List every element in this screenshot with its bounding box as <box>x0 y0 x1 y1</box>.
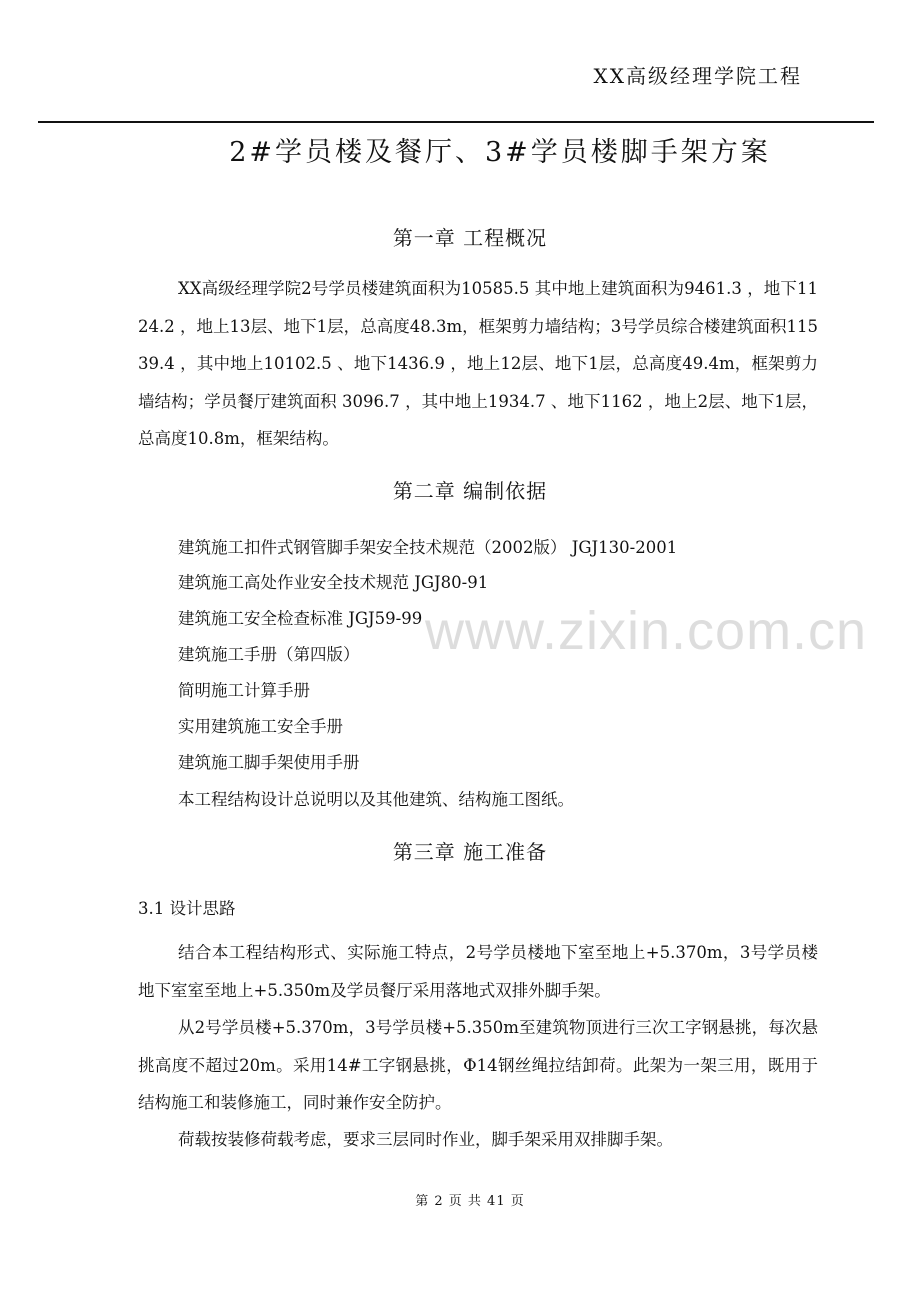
reference-item: 建筑施工扣件式钢管脚手架安全技术规范（2002版） JGJ130-2001 <box>178 538 678 557</box>
section-3-1-heading: 3.1 设计思路 <box>138 899 236 918</box>
chapter-1-heading: 第一章 工程概况 <box>392 226 548 250</box>
chapter-2-heading: 第二章 编制依据 <box>392 479 548 503</box>
document-title: 2#学员楼及餐厅、3#学员楼脚手架方案 <box>229 137 771 168</box>
chapter-3-heading: 第三章 施工准备 <box>392 840 548 864</box>
reference-item: 简明施工计算手册 <box>178 681 310 700</box>
page-footer: 第 2 页 共 41 页 <box>415 1194 525 1209</box>
chapter-3-paragraph: 从2号学员楼+5.370m，3号学员楼+5.350m至建筑物顶进行三次工字钢悬挑，每次悬挑高度不超过20m。采用14#工字钢悬挑，Φ14钢丝绳拉结卸荷。此架为一架三用，既用于结构施工和装修施工，同时兼作安全防护。 <box>138 1018 818 1113</box>
header-rule <box>38 121 874 123</box>
reference-item: 实用建筑施工安全手册 <box>178 717 343 736</box>
reference-item: 本工程结构设计总说明以及其他建筑、结构施工图纸。 <box>178 790 574 809</box>
reference-item: 建筑施工脚手架使用手册 <box>178 753 360 772</box>
reference-item: 建筑施工手册（第四版） <box>178 645 360 664</box>
chapter-3-paragraph: 荷载按装修荷载考虑，要求三层同时作业，脚手架采用双排脚手架。 <box>178 1130 673 1149</box>
chapter-1-paragraph: XX高级经理学院2号学员楼建筑面积为10585.5 其中地上建筑面积为9461.3 ，地下1124.2 ，地上13层、地下1层，总高度48.3m，框架剪力墙结构；3号学员综合楼建筑面积11539.4 ，其中地上10102.5 、地下1436.9 ，地上12层、地下1层，总高度49.4m，框架剪力墙结构；学员餐厅建筑面积 3096.7 ，其中地上1934.7 、地下1162 ，地上2层、地下1层，总高度10.8m，框架结构。 <box>138 279 818 449</box>
header-title: XX高级经理学院工程 <box>593 64 802 88</box>
reference-item: 建筑施工安全检查标准 JGJ59-99 <box>178 609 423 628</box>
reference-item: 建筑施工高处作业安全技术规范 JGJ80-91 <box>178 573 489 592</box>
chapter-3-paragraph: 结合本工程结构形式、实际施工特点，2号学员楼地下室至地上+5.370m，3号学员楼地下室室至地上+5.350m及学员餐厅采用落地式双排外脚手架。 <box>138 943 818 1000</box>
watermark: www.zixin.com.cn <box>425 601 868 661</box>
